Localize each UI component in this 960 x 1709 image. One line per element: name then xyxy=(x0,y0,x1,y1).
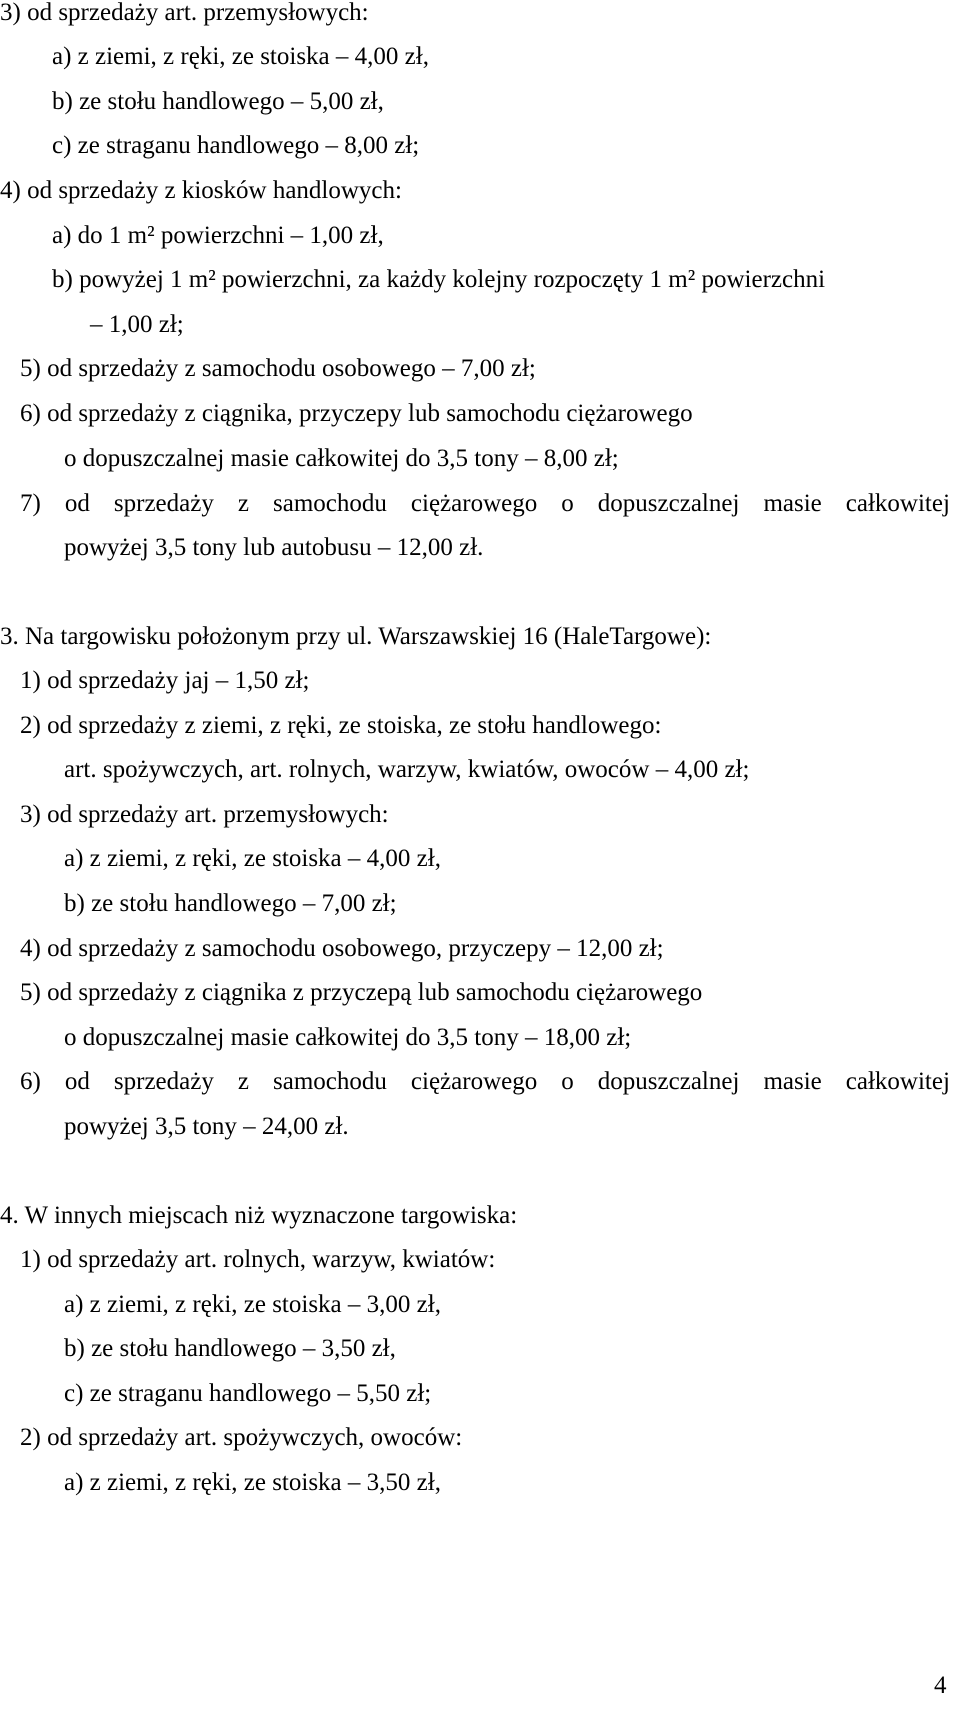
list-item: c) ze straganu handlowego – 8,00 zł; xyxy=(52,132,420,159)
list-item: 1) od sprzedaży art. rolnych, warzyw, kwiatów: xyxy=(20,1246,496,1273)
list-item: c) ze straganu handlowego – 5,50 zł; xyxy=(64,1380,432,1407)
word: ciężarowego xyxy=(410,490,538,517)
list-item-continuation: powyżej 3,5 tony – 24,00 zł. xyxy=(64,1113,349,1140)
word: od xyxy=(64,1068,90,1095)
list-item: b) ze stołu handlowego – 3,50 zł, xyxy=(64,1335,396,1362)
justified-line xyxy=(20,1069,950,1094)
list-item: b) ze stołu handlowego – 7,00 zł; xyxy=(64,890,397,917)
word: masie xyxy=(763,490,822,517)
word: masie xyxy=(763,1068,822,1095)
word: o xyxy=(561,1068,574,1095)
word: od xyxy=(64,490,90,517)
list-item: a) z ziemi, z ręki, ze stoiska – 3,00 zł, xyxy=(64,1291,441,1318)
list-item-continuation: o dopuszczalnej masie całkowitej do 3,5 tony – 18,00 zł; xyxy=(64,1024,632,1051)
list-item: a) z ziemi, z ręki, ze stoiska – 4,00 zł, xyxy=(64,845,441,872)
list-item: a) do 1 m² powierzchni – 1,00 zł, xyxy=(52,222,384,249)
word: z xyxy=(237,1068,249,1095)
list-item: 3) od sprzedaży art. przemysłowych: xyxy=(20,801,389,828)
list-item: 4) od sprzedaży z samochodu osobowego, przyczepy – 12,00 zł; xyxy=(20,935,664,962)
list-item: 6) od sprzedaży z ciągnika, przyczepy lub samochodu ciężarowego xyxy=(20,400,693,427)
word: o xyxy=(561,490,574,517)
word: całkowitej xyxy=(845,1068,950,1095)
justified-line xyxy=(20,491,950,516)
word: samochodu xyxy=(273,1068,387,1095)
list-item: 5) od sprzedaży z samochodu osobowego – 7,00 zł; xyxy=(20,355,536,382)
list-item: 2) od sprzedaży z ziemi, z ręki, ze stoiska, ze stołu handlowego: xyxy=(20,712,662,739)
section-heading: 4. W innych miejscach niż wyznaczone targowiska: xyxy=(0,1202,518,1229)
section-heading: 3. Na targowisku położonym przy ul. Warszawskiej 16 (HaleTargowe): xyxy=(0,623,712,650)
list-item: a) z ziemi, z ręki, ze stoiska – 4,00 zł, xyxy=(52,43,429,70)
list-item: 3) od sprzedaży art. przemysłowych: xyxy=(0,0,369,26)
list-item-continuation: – 1,00 zł; xyxy=(90,311,184,338)
list-item: 1) od sprzedaży jaj – 1,50 zł; xyxy=(20,667,310,694)
word: sprzedaży xyxy=(113,1068,214,1095)
word: całkowitej xyxy=(845,490,950,517)
word: ciężarowego xyxy=(410,1068,538,1095)
list-item: 5) od sprzedaży z ciągnika z przyczepą lub samochodu ciężarowego xyxy=(20,979,703,1006)
word: dopuszczalnej xyxy=(597,1068,740,1095)
word: sprzedaży xyxy=(113,490,214,517)
list-item: a) z ziemi, z ręki, ze stoiska – 3,50 zł, xyxy=(64,1469,441,1496)
word: z xyxy=(237,490,249,517)
list-item-continuation: powyżej 3,5 tony lub autobusu – 12,00 zł. xyxy=(64,534,484,561)
list-item: 4) od sprzedaży z kiosków handlowych: xyxy=(0,177,402,204)
list-item: 2) od sprzedaży art. spożywczych, owoców: xyxy=(20,1424,463,1451)
list-item-continuation: art. spożywczych, art. rolnych, warzyw, kwiatów, owoców – 4,00 zł; xyxy=(64,756,750,783)
word: dopuszczalnej xyxy=(597,490,740,517)
word: 6) xyxy=(20,1068,41,1095)
page-number: 4 xyxy=(934,1672,947,1699)
list-item: b) powyżej 1 m² powierzchni, za każdy kolejny rozpoczęty 1 m² powierzchni xyxy=(52,266,826,293)
list-item-continuation: o dopuszczalnej masie całkowitej do 3,5 tony – 8,00 zł; xyxy=(64,445,619,472)
word: 7) xyxy=(20,490,41,517)
list-item: b) ze stołu handlowego – 5,00 zł, xyxy=(52,88,384,115)
word: samochodu xyxy=(273,490,387,517)
